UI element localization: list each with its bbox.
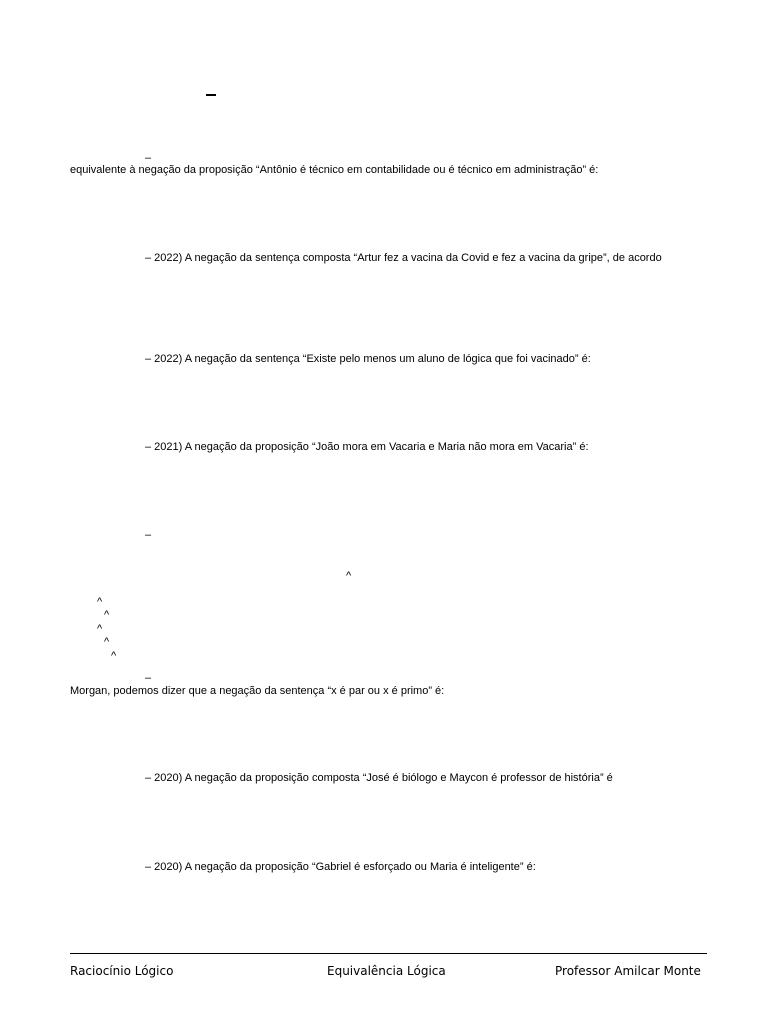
question-6-dash: –: [145, 672, 152, 684]
caret-symbol: ^: [97, 623, 103, 635]
caret-symbol: ^: [104, 636, 110, 648]
caret-symbol: ^: [346, 570, 352, 582]
footer-left: Raciocínio Lógico: [70, 964, 174, 978]
question-7-text: – 2020) A negação da proposição composta “José é biólogo e Maycon é professor de história” é: [145, 772, 613, 784]
question-6-text: Morgan, podemos dizer que a negação da sentença “x é par ou x é primo” é:: [70, 685, 445, 697]
caret-symbol: ^: [111, 650, 117, 662]
header-dash: [206, 94, 216, 96]
question-5-dash: –: [145, 529, 152, 541]
caret-symbol: ^: [97, 596, 103, 608]
footer-divider: [70, 953, 707, 954]
footer-right: Professor Amilcar Monte: [555, 964, 701, 978]
footer-center: Equivalência Lógica: [327, 964, 446, 978]
question-3-text: – 2022) A negação da sentença “Existe pelo menos um aluno de lógica que foi vacinado” é:: [145, 353, 591, 365]
question-2-text: – 2022) A negação da sentença composta “Artur fez a vacina da Covid e fez a vacina da gripe”, de acordo: [145, 252, 662, 264]
question-4-text: – 2021) A negação da proposição “João mora em Vacaria e Maria não mora em Vacaria” é:: [145, 441, 589, 453]
question-1-text: equivalente à negação da proposição “Antônio é técnico em contabilidade ou é técnico em administração” é:: [70, 164, 599, 176]
question-8-text: – 2020) A negação da proposição “Gabriel é esforçado ou Maria é inteligente” é:: [145, 861, 536, 873]
question-1-dash: –: [145, 152, 152, 164]
caret-symbol: ^: [104, 609, 110, 621]
